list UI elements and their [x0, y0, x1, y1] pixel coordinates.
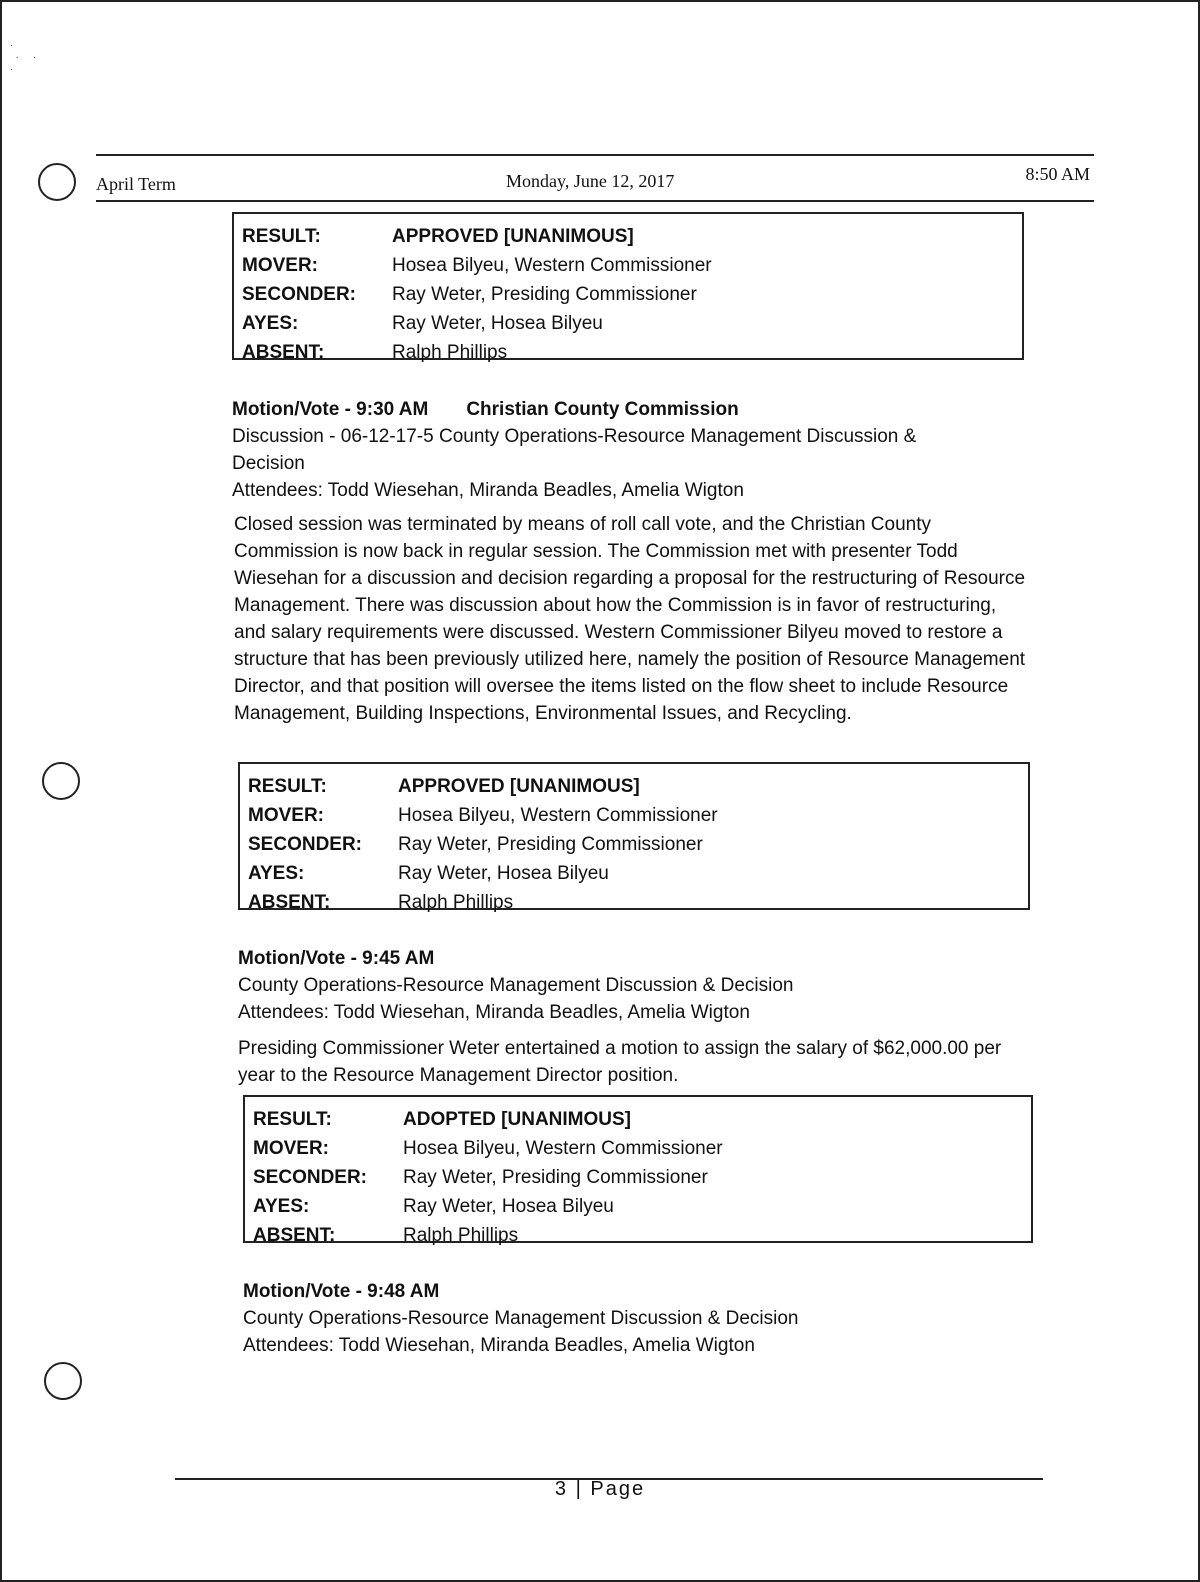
vote-block-2	[238, 762, 1030, 913]
motion-paragraph: Presiding Commissioner Weter entertained a motion to assign the salary of $62,000.00 per year to the Resource Management Director position.	[238, 1038, 1002, 1086]
mover-value: Hosea Bilyeu, Western Commissioner	[403, 1138, 723, 1159]
motion-title	[238, 945, 1038, 972]
seconder-label: SECONDER:	[248, 834, 363, 855]
result-row	[253, 1105, 1023, 1134]
vote-block-3	[243, 1095, 1033, 1246]
motion-time: Motion/Vote - 9:30 AM	[232, 399, 429, 420]
absent-label: ABSENT:	[242, 342, 325, 363]
absent-row	[248, 888, 1020, 917]
result-label: RESULT:	[242, 226, 321, 247]
result-label: RESULT:	[248, 776, 327, 797]
motion-title	[232, 396, 1032, 423]
punch-hole-top	[38, 163, 76, 201]
result-value: APPROVED [UNANIMOUS]	[398, 776, 640, 797]
scan-specks: · · · ·	[10, 40, 37, 75]
absent-label: ABSENT:	[248, 892, 331, 913]
absent-row	[253, 1221, 1023, 1250]
motion-title	[243, 1278, 1043, 1305]
seconder-value: Ray Weter, Presiding Commissioner	[392, 284, 697, 305]
mover-value: Hosea Bilyeu, Western Commissioner	[398, 805, 718, 826]
punch-hole-bottom	[44, 1362, 82, 1400]
result-value: ADOPTED [UNANIMOUS]	[403, 1109, 631, 1130]
motion-subject: County Operations-Resource Management Discussion & Decision	[243, 1308, 799, 1329]
mover-row	[242, 251, 1014, 280]
mover-row	[253, 1134, 1023, 1163]
mover-value: Hosea Bilyeu, Western Commissioner	[392, 255, 712, 276]
result-value: APPROVED [UNANIMOUS]	[392, 226, 634, 247]
motion-attendees: Attendees: Todd Wiesehan, Miranda Beadles, Amelia Wigton	[238, 1002, 750, 1023]
ayes-label: AYES:	[248, 863, 305, 884]
ayes-row	[248, 859, 1020, 888]
motion-attendees: Attendees: Todd Wiesehan, Miranda Beadles, Amelia Wigton	[243, 1335, 755, 1356]
motion-3	[243, 1278, 1043, 1359]
ayes-row	[242, 309, 1014, 338]
punch-hole-middle	[42, 762, 80, 800]
ayes-value: Ray Weter, Hosea Bilyeu	[403, 1196, 614, 1217]
page-number: 3 | Page	[554, 1478, 646, 1500]
seconder-value: Ray Weter, Presiding Commissioner	[398, 834, 703, 855]
motion-time: Motion/Vote - 9:45 AM	[238, 948, 435, 969]
motion-time: Motion/Vote - 9:48 AM	[243, 1281, 440, 1302]
result-row	[248, 772, 1020, 801]
absent-value: Ralph Phillips	[392, 342, 508, 363]
result-label: RESULT:	[253, 1109, 332, 1130]
seconder-row	[242, 280, 1014, 309]
absent-value: Ralph Phillips	[403, 1225, 519, 1246]
ayes-row	[253, 1192, 1023, 1221]
ayes-label: AYES:	[253, 1196, 310, 1217]
ayes-label: AYES:	[242, 313, 299, 334]
vote-block-1	[232, 212, 1024, 363]
meeting-time: 8:50 AM	[1025, 164, 1090, 184]
motion-attendees: Attendees: Todd Wiesehan, Miranda Beadles, Amelia Wigton	[232, 480, 744, 501]
absent-row	[242, 338, 1014, 367]
mover-label: MOVER:	[242, 255, 318, 276]
seconder-row	[248, 830, 1020, 859]
mover-label: MOVER:	[253, 1138, 329, 1159]
ayes-value: Ray Weter, Hosea Bilyeu	[398, 863, 609, 884]
result-row	[242, 222, 1014, 251]
page-header	[96, 154, 1094, 202]
absent-label: ABSENT:	[253, 1225, 336, 1246]
commission-name: Christian County Commission	[466, 399, 739, 420]
seconder-label: SECONDER:	[253, 1167, 368, 1188]
seconder-label: SECONDER:	[242, 284, 357, 305]
meeting-date: Monday, June 12, 2017	[506, 171, 675, 191]
mover-label: MOVER:	[248, 805, 324, 826]
motion-2	[238, 945, 1038, 1026]
seconder-row	[253, 1163, 1023, 1192]
ayes-value: Ray Weter, Hosea Bilyeu	[392, 313, 603, 334]
motion-subject: County Operations-Resource Management Discussion & Decision	[238, 975, 794, 996]
motion-subject: Discussion - 06-12-17-5 County Operations-Resource Management Discussion & Decision	[232, 426, 917, 474]
seconder-value: Ray Weter, Presiding Commissioner	[403, 1167, 708, 1188]
motion-paragraph: Closed session was terminated by means of roll call vote, and the Christian County Commission is now back in regular session. The Commission met with presenter Todd Wiesehan for a discussion and decision regarding a proposal for the restructuring of Resource Management. There was discussion about how the Commission is in favor of restructuring, and salary requirements were discussed. Western Commissioner Bilyeu moved to restore a structure that has been previously utilized here, namely the position of Resource Management Director, and that position will oversee the items listed on the flow sheet to include Resource Management, Building Inspections, Environmental Issues, and Recycling.	[234, 514, 1026, 724]
term-label: April Term	[96, 174, 176, 194]
mover-row	[248, 801, 1020, 830]
absent-value: Ralph Phillips	[398, 892, 514, 913]
motion-1	[232, 396, 1032, 504]
